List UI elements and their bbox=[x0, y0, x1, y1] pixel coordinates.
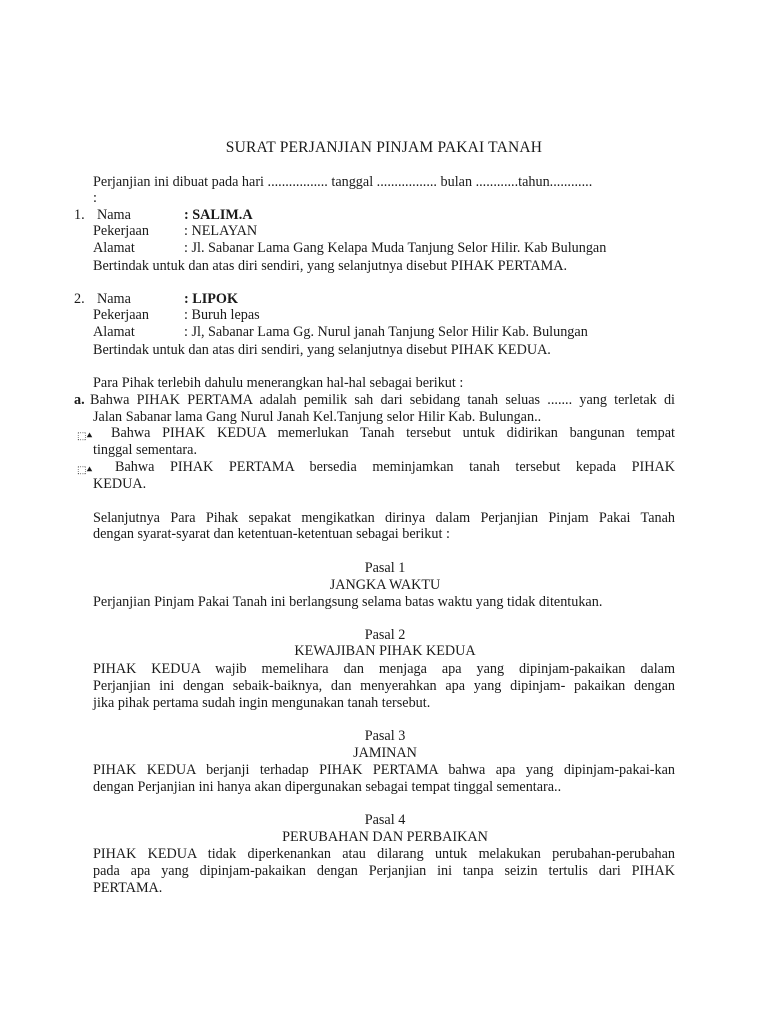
pasal-4-line-1: PIHAK KEDUA tidak diperkenankan atau dilarang untuk melakukan perubahan-perubahan bbox=[93, 846, 675, 862]
party-1-nama-label: Nama bbox=[97, 207, 131, 223]
intro-line: Perjanjian ini dibuat pada hari ................. tanggal ................. bulan ............tahun............ bbox=[93, 174, 593, 190]
pasal-1-number: Pasal 1 bbox=[364, 560, 406, 576]
pasal-2-number: Pasal 2 bbox=[364, 627, 406, 643]
party-2-pekerjaan-label: Pekerjaan bbox=[93, 307, 149, 323]
recital-c-line-2: KEDUA. bbox=[93, 476, 147, 492]
pasal-3-heading: JAMINAN bbox=[353, 745, 417, 761]
party-2-number: 2. bbox=[74, 291, 85, 307]
party-2-pekerjaan-value: : Buruh lepas bbox=[184, 307, 260, 323]
recital-a-line-2: Jalan Sabanar lama Gang Nurul Janah Kel.Tanjung selor Hilir Kab. Bulungan.. bbox=[93, 409, 542, 425]
document-title: SURAT PERJANJIAN PINJAM PAKAI TANAH bbox=[225, 139, 543, 156]
party-1-nama-value bbox=[184, 207, 253, 224]
pasal-4-line-3: PERTAMA. bbox=[93, 880, 163, 896]
pasal-4-line-2: pada apa yang dipinjam-pakaikan dengan Perjanjian ini tanpa seizin tertulis dari PIHAK bbox=[93, 863, 675, 879]
party-1-number: 1. bbox=[74, 207, 85, 223]
party-2-alamat-value: : Jl, Sabanar Lama Gg. Nurul janah Tanjung Selor Hilir Kab. Bulungan bbox=[184, 324, 588, 340]
recital-b-line-2: tinggal sementara. bbox=[93, 442, 198, 458]
party-2-alamat-label: Alamat bbox=[93, 324, 135, 340]
recital-a-marker: a. bbox=[74, 392, 85, 408]
pasal-3-line-1: PIHAK KEDUA berjanji terhadap PIHAK PERTAMA bahwa apa yang dipinjam-pakai-kan bbox=[93, 762, 675, 778]
party-1-alamat-label: Alamat bbox=[93, 240, 135, 256]
recital-b-line-1: Bahwa PIHAK KEDUA memerlukan Tanah tersebut untuk didirikan bangunan tempat bbox=[111, 425, 675, 441]
party-2-statement: Bertindak untuk dan atas diri sendiri, yang selanjutnya disebut PIHAK KEDUA. bbox=[93, 342, 551, 358]
pasal-4-number: Pasal 4 bbox=[364, 812, 406, 828]
agreement-line-2: dengan syarat-syarat dan ketentuan-ketentuan sebagai berikut : bbox=[93, 526, 450, 542]
pasal-4-heading: PERUBAHAN DAN PERBAIKAN bbox=[282, 829, 488, 845]
party-1-pekerjaan-value: : NELAYAN bbox=[184, 223, 258, 239]
party-1-nama-text: : SALIM.A bbox=[184, 207, 253, 223]
recital-b-bullet-icon: ⬚⯅ bbox=[77, 431, 93, 442]
pasal-3-line-2: dengan Perjanjian ini hanya akan dipergunakan sebagai tempat tinggal sementara.. bbox=[93, 779, 562, 795]
party-1-pekerjaan-label: Pekerjaan bbox=[93, 223, 149, 239]
intro-colon: : bbox=[93, 190, 97, 206]
pasal-3-number: Pasal 3 bbox=[364, 728, 406, 744]
party-2-nama-label: Nama bbox=[97, 291, 131, 307]
pasal-1-line-1: Perjanjian Pinjam Pakai Tanah ini berlangsung selama batas waktu yang tidak ditentukan. bbox=[93, 594, 603, 610]
pasal-2-line-1: PIHAK KEDUA wajib memelihara dan menjaga apa yang dipinjam-pakaikan dalam bbox=[93, 661, 675, 677]
recital-c-bullet-icon: ⬚⯅ bbox=[77, 465, 93, 476]
party-1-alamat-value: : Jl. Sabanar Lama Gang Kelapa Muda Tanjung Selor Hilir. Kab Bulungan bbox=[184, 240, 607, 256]
party-1-statement: Bertindak untuk dan atas diri sendiri, yang selanjutnya disebut PIHAK PERTAMA. bbox=[93, 258, 568, 274]
pasal-2-heading: KEWAJIBAN PIHAK KEDUA bbox=[294, 643, 476, 659]
party-2-nama-text: : LIPOK bbox=[184, 291, 238, 307]
recital-a-line-1: Bahwa PIHAK PERTAMA adalah pemilik sah dari sebidang tanah seluas ....... yang terletak di bbox=[90, 392, 675, 408]
party-2-nama-value bbox=[184, 291, 238, 308]
pasal-2-line-3: jika pihak pertama sudah ingin mengunakan tanah tersebut. bbox=[93, 695, 431, 711]
recital-c-line-1: Bahwa PIHAK PERTAMA bersedia meminjamkan tanah tersebut kepada PIHAK bbox=[115, 459, 675, 475]
pasal-1-heading: JANGKA WAKTU bbox=[329, 577, 441, 593]
recitals-intro: Para Pihak terlebih dahulu menerangkan hal-hal sebagai berikut : bbox=[93, 375, 464, 391]
pasal-2-line-2: Perjanjian ini dengan sebaik-baiknya, dan menyerahkan apa yang dipinjam- pakaikan dengan bbox=[93, 678, 675, 694]
agreement-line-1: Selanjutnya Para Pihak sepakat mengikatkan dirinya dalam Perjanjian Pinjam Pakai Tanah bbox=[93, 510, 675, 526]
